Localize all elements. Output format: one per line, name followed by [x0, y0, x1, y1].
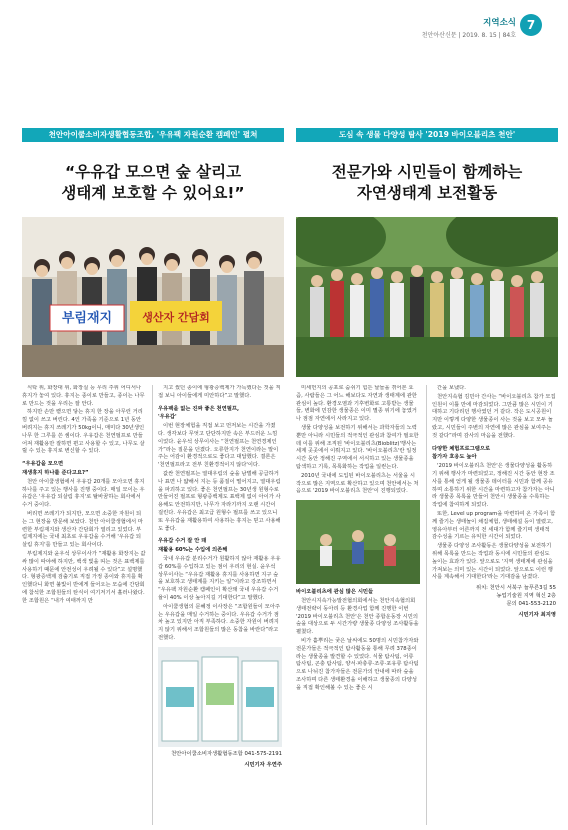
column-divider	[426, 385, 427, 825]
left-contact: 천안아이쿱소비자생활협동조합 041-575-2191	[171, 750, 282, 757]
left-banner: 천안아이쿱소비자생활협동조합, '우유팩 자원순환 캠페인' 펼쳐	[22, 128, 284, 142]
right-title	[296, 162, 558, 222]
left-body-col2	[158, 385, 282, 825]
left-photo-sign1: 부림재지	[61, 311, 113, 326]
right-paragraph: '2019 바이오블리츠 천안'은 생물다양성을 활동하기 위해 행사가 마련되었고, 정해진 시간 동안 현장 조사를 통해 얻게 될 생물종 데이터를 시민과 함께 공유하며 소통하기 위한 시간을 마련하고자 참가자는 아니라 생물종 목록을 만들어 천안시 생물종을 수록하는 작업에 참여하게 되었다.	[432, 463, 555, 509]
nature-group-photo-image	[296, 217, 558, 377]
right-paragraph: 천안지속협 김민아 간사는 “바이오블리츠 참가 모집인원이 이틀 만에 마감되었다. 그만큼 많은 시민이 기대하고 기다리던 행사였던 거 같다. 작은 도시공원이지만 이렇게 다양한 생물종이 사는 것을 보고 모두 놀랐고, 시민들이 주변의 자연에 많은 관심을 보여주는 것 같다”라며 감사의 마음을 전했다.	[432, 393, 556, 439]
left-photo-sign2: 생산자 간담회	[142, 311, 210, 324]
left-photo-group	[22, 217, 284, 377]
right-paragraph: 천안시지속가능발전협의회에서는 천안지속협의회 생태전략이 동아리 등 환경사업 함께 진행한 이번 '2019 바이오블리츠 천안'은 천안 종합운동장 시민의 숲을 대상으로 두 시간가량 생물종 다양성 조사활동을 펼쳤다.	[296, 597, 419, 636]
left-paragraph: 부림제지와 윤우석 상무이사가 “재활용 화장지는 값싸 많이 따야해 하지만, 백색 빛을 띠는 것은 표백제를 사용하기 때문에 안전성이 우려될 수 있다”고 설명했다. 형광증백제 검출기로 직접 가정 종이와 휴지를 확인했다니 화면 불빛이 반에게 들어오는 모습에 간담회에 참석한 조합원들의 탄식이 여기저기서 흘러나왔다. 한 조합원은 “내가 여태까지 만	[22, 550, 146, 604]
right-article	[296, 128, 558, 222]
left-subhead: 우유갑 수거 잘 안 돼	[158, 538, 207, 545]
left-subhead: '우유갑'	[158, 414, 177, 421]
right-body-col1	[296, 385, 420, 825]
page-header	[0, 0, 568, 56]
activity-photo	[296, 500, 420, 584]
right-paragraph: 생물종 다양성 조사활동은 생물다양성을 보전하기 위해 목록을 만드는 작업과 동시에 시민들의 관심도 높이는 효과가 있다. 앞으로도 '지역 생태계에 관심을 가져보는 의미 있는 시간이 되었다. 앞으로도 이런 행사를 계속해서 기대한다'라는 기대감을 남겼다.	[432, 543, 553, 581]
left-subhead: 재활용 60%는 수입에 의존해	[158, 547, 228, 554]
right-paragraph: 비가 흩뿌리는 궂은 날씨에도 50명의 시민참가자와 전문가들은 적극적인 탐사활동을 통해 무려 378종이라는 생물종을 발견할 수 있었다. 식물 탐사팀, 어류 탐사팀, 곤충 탐사팀, 양서·파충류·조류·포유류 탐사팀으로 나뉘진 참가자들은 전문가의 안내에 따라 숲을 조사하며 다른 생태환경을 이해하고 생물종의 다양성을 직접 확인해볼 수 있는 좋은 시	[296, 637, 419, 691]
right-banner: 도심 속 생물 다양성 탐사 '2019 바이오블리츠 천안'	[296, 128, 558, 142]
issue-meta: 천안아산신문 | 2019. 8. 15 | 84호	[421, 32, 516, 39]
column-divider	[152, 385, 153, 825]
right-body	[296, 385, 558, 825]
left-subhead: 재생휴지 하나를 준다고요?”	[22, 469, 89, 476]
left-body	[22, 385, 284, 825]
left-paragraph: 아이쿱생협의 문혜정 이사장은 “조합원들이 모아주는 우유갑을 매일 수거하는 중이다. 우유갑 수거가 점차 높고 있지만 아직 부족하다. 소중한 자원이 버려지지 않기 위해서 조합원들의 많은 동참을 바란다”라고 전했다.	[158, 603, 280, 641]
group-photo-image	[22, 217, 284, 377]
right-subhead: 참가자 호응도 높아	[432, 454, 477, 461]
left-paragraph: 식탁 위, 화장대 위, 화장실 등 우리 주위 어디서나 휴지가 놓여 있다. 휴지는 종이로 만들고, 종이는 나무로 만드는 것을 우리는 잘 안다.	[22, 385, 145, 407]
left-paragraph: 지고 썼던 종이에 형광증백제가 가득했다는 것을 직접 보니 아이들에게 미안하다”고 말했다.	[158, 385, 281, 399]
left-title-line2: 생태계 보호할 수 있어요!”	[61, 184, 245, 202]
left-article	[22, 128, 284, 222]
left-paragraph: 버리면 쓰레기가 되지만, 모으면 소중한 자원이 되는 그 현장을 방문해 보았다. 천안 아이쿱생협에서 마련한 부림재지와 생산자 간담회가 열리고 있었다. 부림제지에는 국내 최초로 우유갑을 수거해 '우유갑 되살림 휴지'를 만들고 있는 회사이다.	[22, 510, 143, 549]
left-reporter-credit: 시민기자 우연주	[244, 761, 282, 768]
right-reporter-credit: 시민기자 최지영	[518, 611, 556, 618]
right-contact-location: 농업기술원 지역 혁신 2층	[496, 592, 556, 599]
left-subhead: “우유갑을 모으면	[22, 461, 64, 468]
right-contact-phone: 문의 041-553-2120	[506, 600, 556, 607]
right-paragraph: 2010년 국내에 도입된 바이오블리츠는 서울을 시작으로 많은 지역으로 확산하고 있으며 천안에서는 처음으로 '2019 바이오블리츠 천안'이 진행되었다.	[296, 472, 419, 495]
left-body-col1	[22, 385, 146, 825]
right-paragraph: 또한, Level up program을 마련하여 온 가족이 함께 즐기는 생태놀이 채집체험, 생태해설 등이 열렸고, 영유아부터 어른까지 전 세대가 함께 즐기며 생태적 감수성을 기르는 유익한 시간이 되었다.	[432, 510, 556, 541]
right-body-col2	[432, 385, 556, 825]
right-title-line2: 자연생태계 보전활동	[356, 184, 498, 202]
section-label: 지역소식	[483, 18, 516, 28]
right-photo-group	[296, 217, 558, 377]
right-paragraph: 미세먼지의 공포로 숨쉬기 힘든 날들을 겪어본 요즘, 사람들은 그 어느 해보다도 자연과 생태계에 관한 관심이 높다. 환경오염과 기후변화로 고통받는 생물들, 변화에 민감한 생물종은 이미 멸종 위기에 놓였거나 점점 자연에서 사라지고 있다.	[296, 385, 417, 423]
right-contact-address: 위치: 천안시 서북구 늘푸른3길 55	[475, 585, 556, 592]
left-paragraph: 이번 현장체험을 직접 보고 먼저보는 시간을 가졌다. 생각보다 무엇고 단단하지만 속은 부드러운 느낌이었다. 윤우석 상무이사는 “천연펄프는 천연경제인가”라는 질문을 던졌다. 오류한지가 천연이라는 말이 주는 어감이 환경적으로도 좋다고 대답했다. 결론은 '천연펄프라고 전부 친환경적이지 않다'이다.	[158, 423, 279, 469]
right-paragraph: 간을 보냈다.	[437, 385, 466, 391]
right-subhead: 바이오블리츠에 관심 많은 시민들	[296, 589, 374, 596]
left-paragraph: 하지만 손만 뻗으면 닿는 휴지 한 장을 아무런 거리낌 없이 쓰고 버린다. 4인 가족을 기준으로 1년 동안 버려지는 휴지 쓰레기가 50kg이니, 매미다 30년생인 나무 한 그루를 쓴 셈이다. 우유갑은 천연펄프로 만들어져 재활용만 잘하면 편고 사용할 수 있고, 나무도 살릴 수 있는 휴지로 변신할 수 있다.	[22, 409, 145, 455]
left-title	[22, 162, 284, 222]
left-subhead: 우유팩을 없는 진짜 좋은 천연펄프,	[158, 405, 240, 412]
left-paragraph: 국내 우유갑 분리수거가 원활하지 않아 재활용 우유갑 60%를 수입하고 있는 점이 우리의 현실. 윤우석 상무이사는 “우유갑 재활용 휴지를 사용하면 지구 숲을 보호하고 생태계를 지키는 일”이라고 강조하면서 “우유팩 자원순환 캠페인이 확산돼 국내 우유갑 수거율이 40% 이상 높아지길 기대한다”고 말했다.	[158, 555, 281, 601]
left-paragraph: 천안 아이쿱생협에서 우유갑 20개를 모아오면 휴지 하나를 주고 있는 행사를 진행 중이다. 매일 모이는 우유갑은 '우유갑 되살림 휴지'로 탈바꿈하는 회사에서 수거 중이다.	[22, 478, 145, 509]
left-title-line1: “우유갑 모으면 숲 살리고	[64, 163, 242, 181]
product-photo	[158, 647, 282, 747]
right-paragraph: 생물 다양성을 보전하기 위해서는 과학자들의 노력뿐만 아니라 시민들의 적극적인 관심과 참여가 필요한데 이를 위해 조직된 '바이오블리츠(Bioblitz)'행사는 세계 곳곳에서 이뤄지고 있다. '바이오블리츠'란 일정 시간 동안 정해진 구역에서 서식하고 있는 생물종을 탐색하고 기록, 목록화하는 작업을 일컫는다.	[296, 424, 419, 470]
left-paragraph: 값싼 천연펄프는 열대우림의 숲을 남벌해 공급하거나 표면 나 얇해서 지는 등 품질이 떨어지고, 열대우림을 파괴하고 있다. 좋은 천연펄프는 30년생 원형수로 만들어진 펄프로 형광증백제도 표백제 없이 아이가 사용해도 안전하지만, 나무가 자라기까지 오랜 시간이 걸린다. 우유갑은 최고급 원형수 펄프를 쓰고 있으니 또 우유갑을 재활용하여 사용하는 휴지는 믿고 사용해도 좋다.	[158, 470, 281, 532]
page-number-badge: 7	[520, 14, 542, 36]
right-subhead: 다양한 체험프로그램으로	[432, 445, 491, 452]
right-title-line1: 전문가와 시민들이 함께하는	[331, 163, 523, 181]
